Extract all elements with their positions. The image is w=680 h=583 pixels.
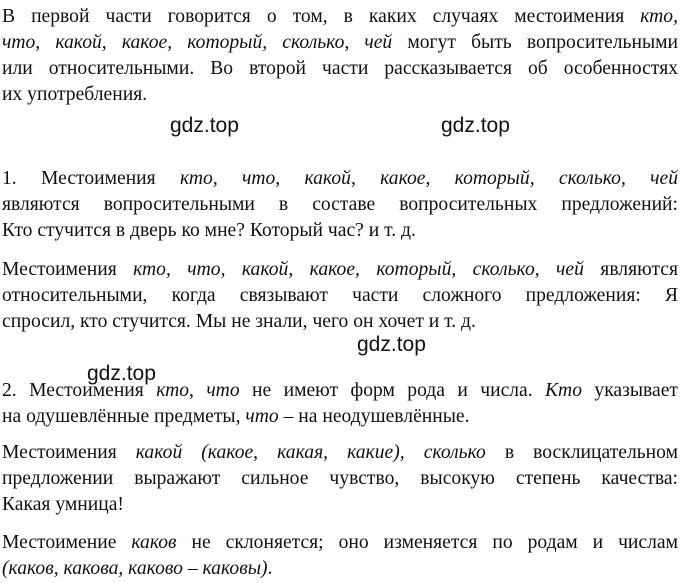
- text-line: [2, 556, 678, 582]
- text-run: Какая умница!: [2, 494, 124, 515]
- italic-term: каков: [131, 532, 177, 553]
- text-run: относительными, когда связывают части сложного предложения: Я: [2, 285, 678, 306]
- text-run: не склоняется; оно изменяется по родам и числам: [176, 532, 678, 553]
- text-run: .: [267, 558, 273, 579]
- text-line: [2, 4, 678, 30]
- paragraph-point-1: [2, 166, 678, 244]
- text-line: [2, 192, 678, 218]
- text-line: [2, 492, 678, 518]
- text-run: предложении выражают сильное чувство, высокую степень качества:: [2, 468, 678, 489]
- text-run: являются вопросительными в составе вопросительных предложений:: [2, 194, 678, 215]
- text-run: их употребления.: [2, 84, 148, 105]
- text-line: [2, 404, 678, 430]
- text-line: [2, 466, 678, 492]
- italic-term: Кто: [545, 380, 583, 401]
- italic-term: кто,: [640, 6, 678, 27]
- italic-term: что: [245, 406, 279, 427]
- text-line: [2, 257, 678, 283]
- paragraph-relative: [2, 257, 678, 335]
- text-run: не имеют форм рода и числа.: [239, 380, 546, 401]
- text-run: спросил, кто стучится. Мы не знали, чего он хочет и т. д.: [2, 311, 476, 332]
- text-run: являются: [583, 259, 678, 280]
- italic-term: что, какой, какое, который, сколько, чей: [2, 32, 393, 53]
- text-line: [2, 530, 678, 556]
- text-line: [2, 283, 678, 309]
- text-line: [2, 218, 678, 244]
- text-run: 1. Местоимения: [2, 168, 180, 189]
- text-line: [2, 56, 678, 82]
- watermark-1: gdz.top: [170, 114, 239, 137]
- paragraph-exclamatory: [2, 440, 678, 518]
- text-run: на одушевлённые предметы,: [2, 406, 246, 427]
- text-line: [2, 309, 678, 335]
- text-run: – на неодушевлённые.: [278, 406, 470, 427]
- text-line: [2, 30, 678, 56]
- text-run: Кто стучится в дверь ко мне? Который час? и т. д.: [2, 220, 416, 241]
- text-run: 2. Местоимения: [2, 380, 157, 401]
- watermark-4: gdz.top: [87, 362, 156, 385]
- italic-term: кто, что, какой, какое, который, сколько, чей: [133, 259, 584, 280]
- text-run: Местоимения: [2, 259, 134, 280]
- paragraph-kakov: [2, 530, 678, 582]
- text-run: могут быть вопросительными: [392, 32, 678, 53]
- italic-term: (каков, какова, каково – каковы): [2, 558, 268, 579]
- paragraph-intro: [2, 4, 678, 108]
- italic-term: какой (какое, какая, какие), сколько: [135, 442, 486, 463]
- text-run: В первой части говорится о том, в каких случаях местоимения: [2, 6, 641, 27]
- text-run: Местоимения: [2, 442, 136, 463]
- text-run: Местоимение: [2, 532, 132, 553]
- watermark-3: gdz.top: [357, 333, 426, 356]
- text-line: [2, 440, 678, 466]
- text-run: или относительными. Во второй части рассказывается об особенностях: [2, 58, 678, 79]
- text-run: указывает: [582, 380, 678, 401]
- watermark-2: gdz.top: [441, 114, 510, 137]
- text-run: в восклицательном: [485, 442, 678, 463]
- text-line: [2, 166, 678, 192]
- text-line: [2, 82, 678, 108]
- italic-term: кто, что, какой, какое, который, сколько, чей: [179, 168, 678, 189]
- italic-term: кто, что: [156, 380, 240, 401]
